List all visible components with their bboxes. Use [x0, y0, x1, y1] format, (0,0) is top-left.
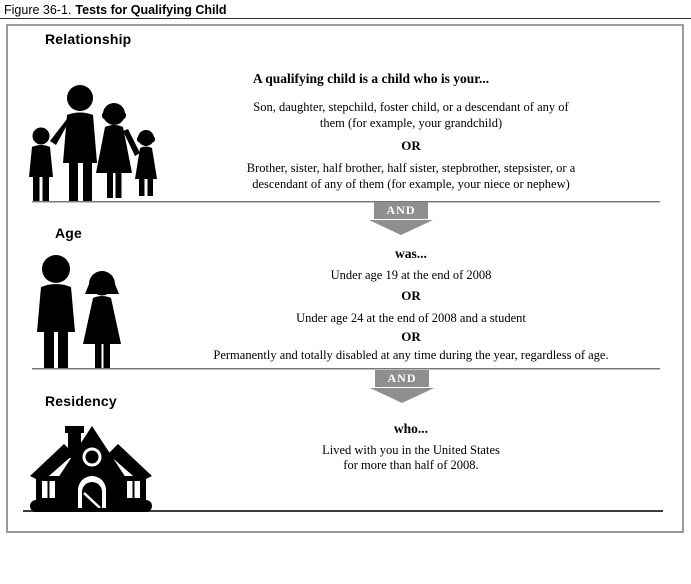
relationship-or: OR: [401, 138, 421, 153]
figure-number: Figure 36-1.: [4, 3, 72, 17]
age-or-1: OR: [401, 288, 421, 303]
relationship-age-divider: [32, 201, 660, 203]
age-item-3: Permanently and totally disabled at any time during the year, regardless of age.: [213, 348, 609, 362]
children-icon: [33, 252, 158, 370]
residency-heading: who...: [393, 421, 429, 436]
age-or-2: OR: [401, 329, 421, 344]
relationship-item-1: Son, daughter, stepchild, foster child, or a descendant of any of them (for example, your grandchild): [253, 100, 569, 130]
house-icon: [30, 424, 152, 512]
figure-title-text: Tests for Qualifying Child: [75, 3, 227, 17]
and-connector-2: [370, 370, 434, 403]
and-connector-1: [369, 202, 433, 235]
and-label-1: AND: [374, 202, 428, 219]
section-header-relationship: Relationship: [45, 31, 132, 47]
section-header-age: Age: [55, 225, 83, 241]
residency-item-line-1: Lived with you in the United States: [322, 443, 500, 457]
age-item-2: Under age 24 at the end of 2008 and a student: [296, 311, 526, 325]
residency-item: [192, 443, 630, 473]
down-arrow-icon: [370, 388, 434, 403]
down-arrow-icon: [369, 220, 433, 235]
and-label-2: AND: [375, 370, 429, 387]
age-heading: was...: [395, 246, 427, 261]
family-icon: [26, 83, 161, 203]
section-header-residency: Residency: [45, 393, 117, 409]
title-rule: [0, 18, 691, 19]
figure-title: [4, 3, 227, 17]
age-residency-divider: [32, 368, 660, 370]
relationship-heading: A qualifying child is a child who is your...: [252, 71, 490, 86]
age-item-1: Under age 19 at the end of 2008: [330, 268, 492, 282]
relationship-item-2: Brother, sister, half brother, half sister, stepbrother, stepsister, or a descendant of any of them (for example, your niece or nephew): [246, 161, 576, 191]
residency-item-line-2: for more than half of 2008.: [343, 458, 479, 472]
